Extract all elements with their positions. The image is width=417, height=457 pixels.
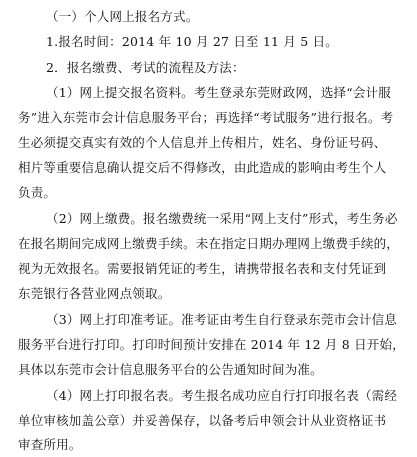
paragraph-3-line-1: （3）网上打印准考证。准考证由考生自行登录东莞市会计信息 (46, 312, 398, 327)
paragraph-1-line-5: 负责。 (18, 185, 57, 200)
paragraph-2-line-2: 在报名期间完成网上缴费手续。未在指定日期办理网上缴费手续的， (18, 236, 400, 251)
process-heading: 2．报名缴费、考试的流程及方法： (46, 60, 245, 75)
paragraph-3-line-2: 服务平台进行打印。打印时间预计安排在 2014 年 12 月 8 日开始， (18, 337, 405, 352)
paragraph-2-line-1: （2）网上缴费。报名缴费统一采用“网上支付”形式，考生务必 (46, 211, 398, 226)
paragraph-3-line-3: 具体以东莞市会计信息服务平台的公告通知时间为准。 (18, 362, 323, 377)
paragraph-1-line-2: 务”进入东莞市会计信息服务平台；再选择“考试服务”进行报名。考 (18, 110, 394, 125)
paragraph-1-line-4: 相片等重要信息确认提交后不得修改，由此造成的影响由考生个人 (18, 160, 387, 175)
paragraph-2-line-3: 视为无效报名。需要报销凭证的考生，请携带报名表和支付凭证到 (18, 261, 387, 276)
paragraph-2-line-4: 东莞银行各营业网点领取。 (18, 286, 171, 301)
section-heading: （一）个人网上报名方式。 (46, 9, 199, 24)
registration-time: 1.报名时间：2014 年 10 月 27 日至 11 月 5 日。 (46, 34, 338, 49)
paragraph-1-line-3: 生必须提交真实有效的个人信息并上传相片，姓名、身份证号码、 (18, 135, 387, 150)
paragraph-1-line-1: （1）网上提交报名资料。考生登录东莞财政网，选择“会计服 (46, 85, 391, 100)
paragraph-4-line-1: （4）网上打印报名表。考生报名成功应自行打印报名表（需经 (46, 388, 398, 403)
paragraph-4-line-3: 审查所用。 (18, 437, 82, 452)
paragraph-4-line-2: 单位审核加盖公章）并妥善保存，以备考后申领会计从业资格证书 (18, 413, 387, 428)
